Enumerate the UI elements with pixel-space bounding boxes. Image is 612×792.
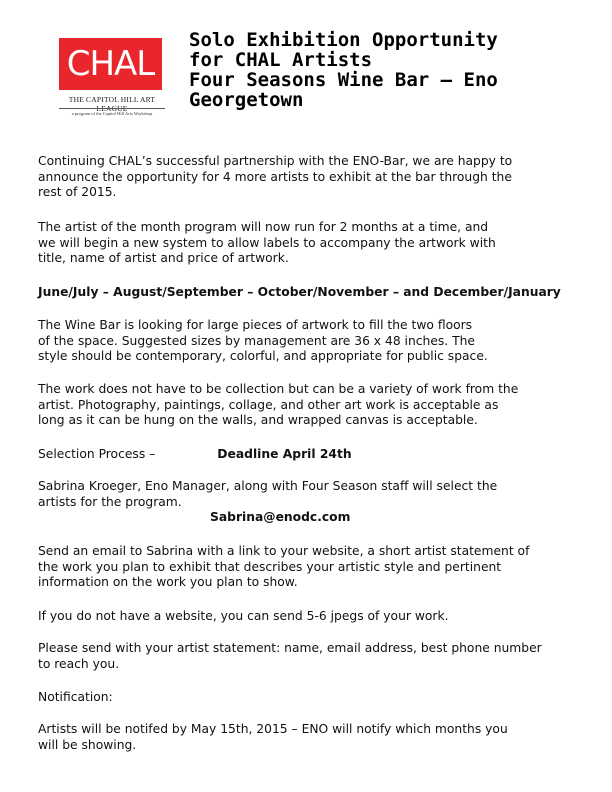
logo-text: CHAL <box>66 44 155 84</box>
text-line: Continuing CHAL’s successful partnership with the ENO-Bar, we are happy to <box>38 154 513 168</box>
contact-email: Sabrina@enodc.com <box>210 510 351 524</box>
text-line: Artists will be notifed by May 15th, 2015 – ENO will notify which months you <box>38 722 508 736</box>
text-line: long as it can be hung on the walls, and wrapped canvas is acceptable. <box>38 413 478 427</box>
text-line: Sabrina Kroeger, Eno Manager, along with Four Season staff will select the <box>38 479 498 493</box>
deadline: Deadline April 24th <box>217 447 352 461</box>
text-line: The artist of the month program will now run for 2 months at a time, and <box>38 220 489 234</box>
text-line: to reach you. <box>38 656 120 671</box>
intro-paragraph <box>38 154 578 201</box>
text-line: artists for the program. <box>38 494 182 509</box>
logo-league-name: THE CAPITOL HILL ART LEAGUE <box>68 95 156 113</box>
text-line: title, name of artist and price of artwork. <box>38 251 289 265</box>
text-line: announce the opportunity for 4 more artists to exhibit at the bar through the <box>38 169 512 184</box>
text-line: June/July – August/September – October/November – and December/January <box>38 285 561 299</box>
text-line: of the space. Suggested sizes by management are 36 x 48 inches. The <box>38 333 475 348</box>
months-schedule <box>38 285 578 301</box>
text-line: will be showing. <box>38 737 137 752</box>
text-line: Please send with your artist statement: name, email address, best phone number <box>38 641 542 655</box>
text-line: artist. Photography, paintings, collage, and other art work is acceptable as <box>38 397 499 412</box>
no-website-paragraph <box>38 609 578 625</box>
text-line: Send an email to Sabrina with a link to your website, a short artist statement of <box>38 544 530 558</box>
program-paragraph <box>38 220 578 267</box>
title-line: Solo Exhibition Opportunity <box>189 29 498 51</box>
logo-subtitle: a program of the Capitol Hill Arts Workshop <box>71 111 153 116</box>
notification-label <box>38 690 578 706</box>
selection-process <box>38 447 578 463</box>
title-line: Georgetown <box>189 89 304 111</box>
work-paragraph <box>38 382 578 429</box>
text-line: If you do not have a website, you can send 5-6 jpegs of your work. <box>38 609 449 623</box>
manager-paragraph <box>38 479 578 526</box>
sizes-paragraph <box>38 318 578 365</box>
text-line: information on the work you plan to show. <box>38 575 298 589</box>
text-line: Notification: <box>38 690 113 704</box>
send-paragraph <box>38 544 578 591</box>
title-line: for CHAL Artists <box>189 49 373 71</box>
selection-label: Selection Process – <box>38 447 156 461</box>
text-line: The work does not have to be collection but can be a variety of work from the <box>38 382 519 396</box>
text-line: The Wine Bar is looking for large pieces of artwork to fill the two floors <box>38 318 473 332</box>
notify-paragraph <box>38 722 578 753</box>
chal-logo <box>59 38 162 90</box>
title-line: Four Seasons Wine Bar – Eno <box>189 69 498 91</box>
logo-divider <box>59 108 165 109</box>
text-line: we will begin a new system to allow labels to accompany the artwork with <box>38 235 496 250</box>
text-line: the work you plan to exhibit that describes your artistic style and pertinent <box>38 559 502 574</box>
text-line: rest of 2015. <box>38 185 117 199</box>
page-title <box>189 30 599 110</box>
text-line: style should be contemporary, colorful, and appropriate for public space. <box>38 349 488 363</box>
statement-paragraph <box>38 641 578 672</box>
